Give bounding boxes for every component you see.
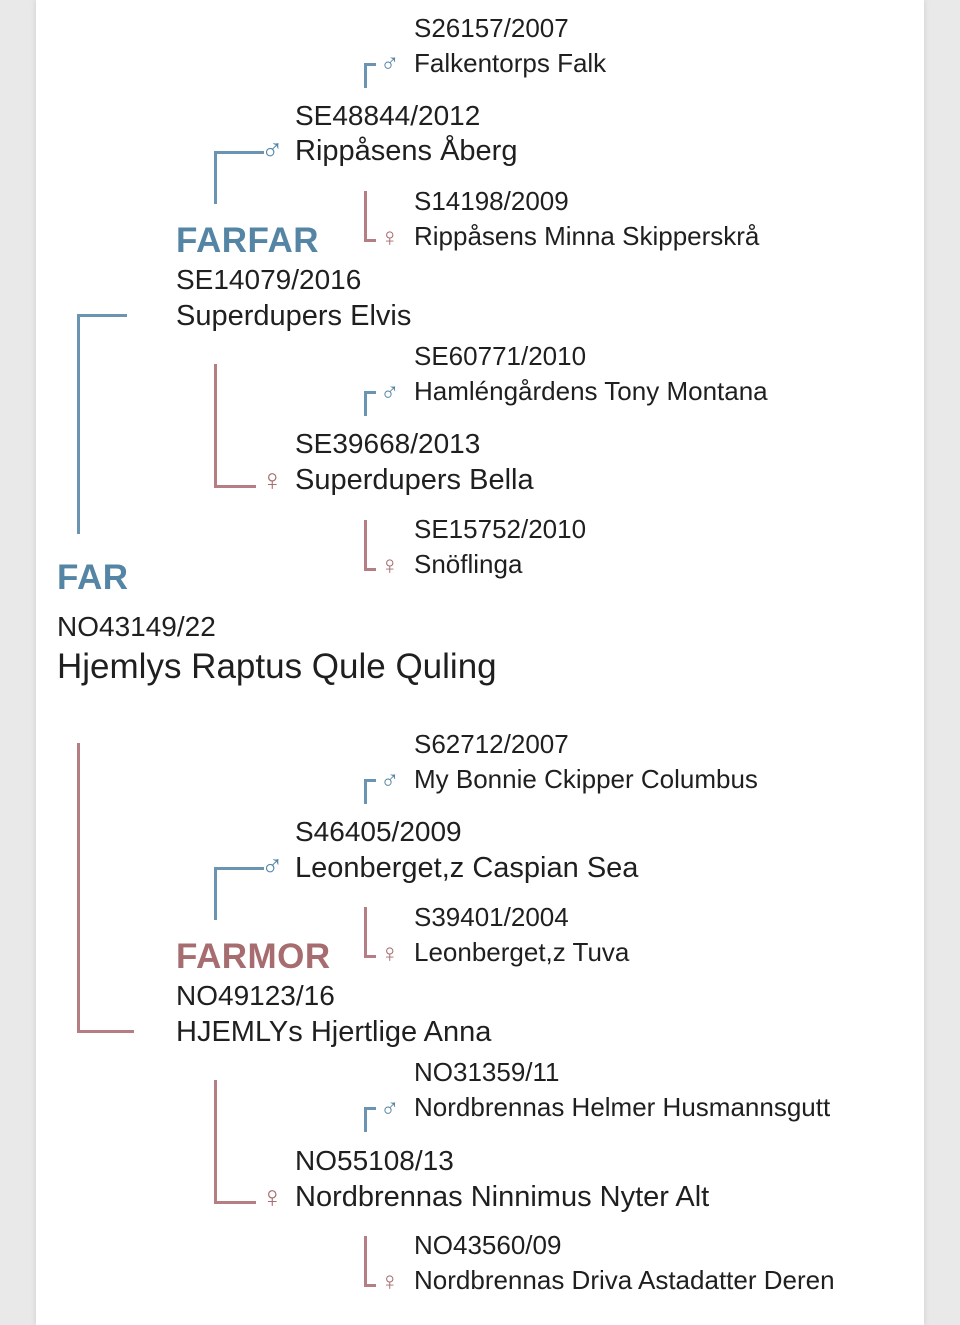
farmor-sire-sire-name[interactable]: My Bonnie Ckipper Columbus: [414, 764, 758, 794]
female-icon: ♀: [380, 550, 400, 580]
gp-connector: [364, 907, 367, 957]
farmor-dam-sire-name[interactable]: Nordbrennas Helmer Husmannsgutt: [414, 1092, 831, 1122]
gp-connector: [364, 1107, 367, 1132]
male-icon: ♂: [380, 377, 400, 407]
male-icon: ♂: [380, 48, 400, 78]
gp-connector: [364, 391, 367, 416]
farfar-sire-dam-reg: S14198/2009: [414, 186, 569, 216]
gp-connector: [364, 568, 376, 571]
farmor-dam-name[interactable]: Nordbrennas Ninnimus Nyter Alt: [295, 1181, 710, 1213]
gp-connector: [364, 779, 367, 804]
farmor-dam-connector-v: [214, 1080, 217, 1204]
farmor-dam-dam-reg: NO43560/09: [414, 1230, 562, 1260]
farmor-sire-dam-reg: S39401/2004: [414, 902, 569, 932]
gp-connector: [364, 191, 367, 241]
gp-connector: [364, 63, 367, 88]
farfar-dam-sire-name[interactable]: Hamléngårdens Tony Montana: [414, 376, 768, 406]
male-icon: ♂: [261, 134, 284, 167]
farfar-dam-name[interactable]: Superdupers Bella: [295, 464, 534, 496]
far-farfar-connector-h: [77, 314, 127, 317]
farfar-reg: SE14079/2016: [176, 264, 362, 295]
farfar-dam-connector-v: [214, 364, 217, 488]
farmor-sire-connector-h: [214, 867, 264, 870]
male-icon: ♂: [380, 765, 400, 795]
far-label: FAR: [57, 558, 129, 597]
gp-connector: [364, 1284, 376, 1287]
farfar-sire-dam-name[interactable]: Rippåsens Minna Skipperskrå: [414, 221, 760, 251]
farmor-dam-reg: NO55108/13: [295, 1145, 454, 1176]
gp-connector: [364, 391, 376, 394]
female-icon: ♀: [261, 464, 284, 497]
female-icon: ♀: [380, 938, 400, 968]
farfar-dam-reg: SE39668/2013: [295, 428, 481, 459]
gp-connector: [364, 520, 367, 570]
gp-connector: [364, 955, 376, 958]
farmor-sire-reg: S46405/2009: [295, 816, 462, 847]
farmor-sire-dam-name[interactable]: Leonberget,z Tuva: [414, 937, 630, 967]
farfar-dam-connector-h: [214, 485, 256, 488]
farfar-sire-connector-h: [214, 151, 264, 154]
female-icon: ♀: [380, 1266, 400, 1296]
farmor-dam-dam-name[interactable]: Nordbrennas Driva Astadatter Deren: [414, 1265, 835, 1295]
farmor-sire-name[interactable]: Leonberget,z Caspian Sea: [295, 852, 639, 884]
pedigree-card: [36, 0, 924, 1325]
male-icon: ♂: [380, 1093, 400, 1123]
gp-connector: [364, 1236, 367, 1286]
farfar-sire-sire-name[interactable]: Falkentorps Falk: [414, 48, 607, 78]
farfar-dam-sire-reg: SE60771/2010: [414, 341, 587, 371]
farmor-dam-connector-h: [214, 1201, 256, 1204]
gp-connector: [364, 239, 376, 242]
farfar-dam-dam-reg: SE15752/2010: [414, 514, 587, 544]
farmor-sire-sire-reg: S62712/2007: [414, 729, 569, 759]
female-icon: ♀: [261, 1181, 284, 1214]
male-icon: ♂: [261, 850, 284, 883]
farfar-sire-name[interactable]: Rippåsens Åberg: [295, 135, 518, 167]
farmor-sire-connector-v: [214, 867, 217, 920]
gp-connector: [364, 63, 376, 66]
farmor-dam-sire-reg: NO31359/11: [414, 1057, 560, 1087]
farfar-sire-connector-v: [214, 151, 217, 204]
farfar-name[interactable]: Superdupers Elvis: [176, 300, 412, 332]
far-name[interactable]: Hjemlys Raptus Qule Quling: [57, 647, 497, 686]
gp-connector: [364, 1107, 376, 1110]
far-farfar-connector-v: [77, 314, 80, 534]
far-farmor-connector-h: [77, 1030, 134, 1033]
farmor-reg: NO49123/16: [176, 980, 335, 1011]
farmor-label: FARMOR: [176, 937, 331, 976]
farfar-dam-dam-name[interactable]: Snöflinga: [414, 549, 523, 579]
farfar-sire-reg: SE48844/2012: [295, 100, 481, 131]
farfar-label: FARFAR: [176, 221, 319, 260]
gp-connector: [364, 779, 376, 782]
farfar-sire-sire-reg: S26157/2007: [414, 13, 569, 43]
farmor-name[interactable]: HJEMLYs Hjertlige Anna: [176, 1016, 492, 1048]
far-reg: NO43149/22: [57, 611, 216, 642]
far-farmor-connector-v: [77, 743, 80, 1033]
female-icon: ♀: [380, 222, 400, 252]
